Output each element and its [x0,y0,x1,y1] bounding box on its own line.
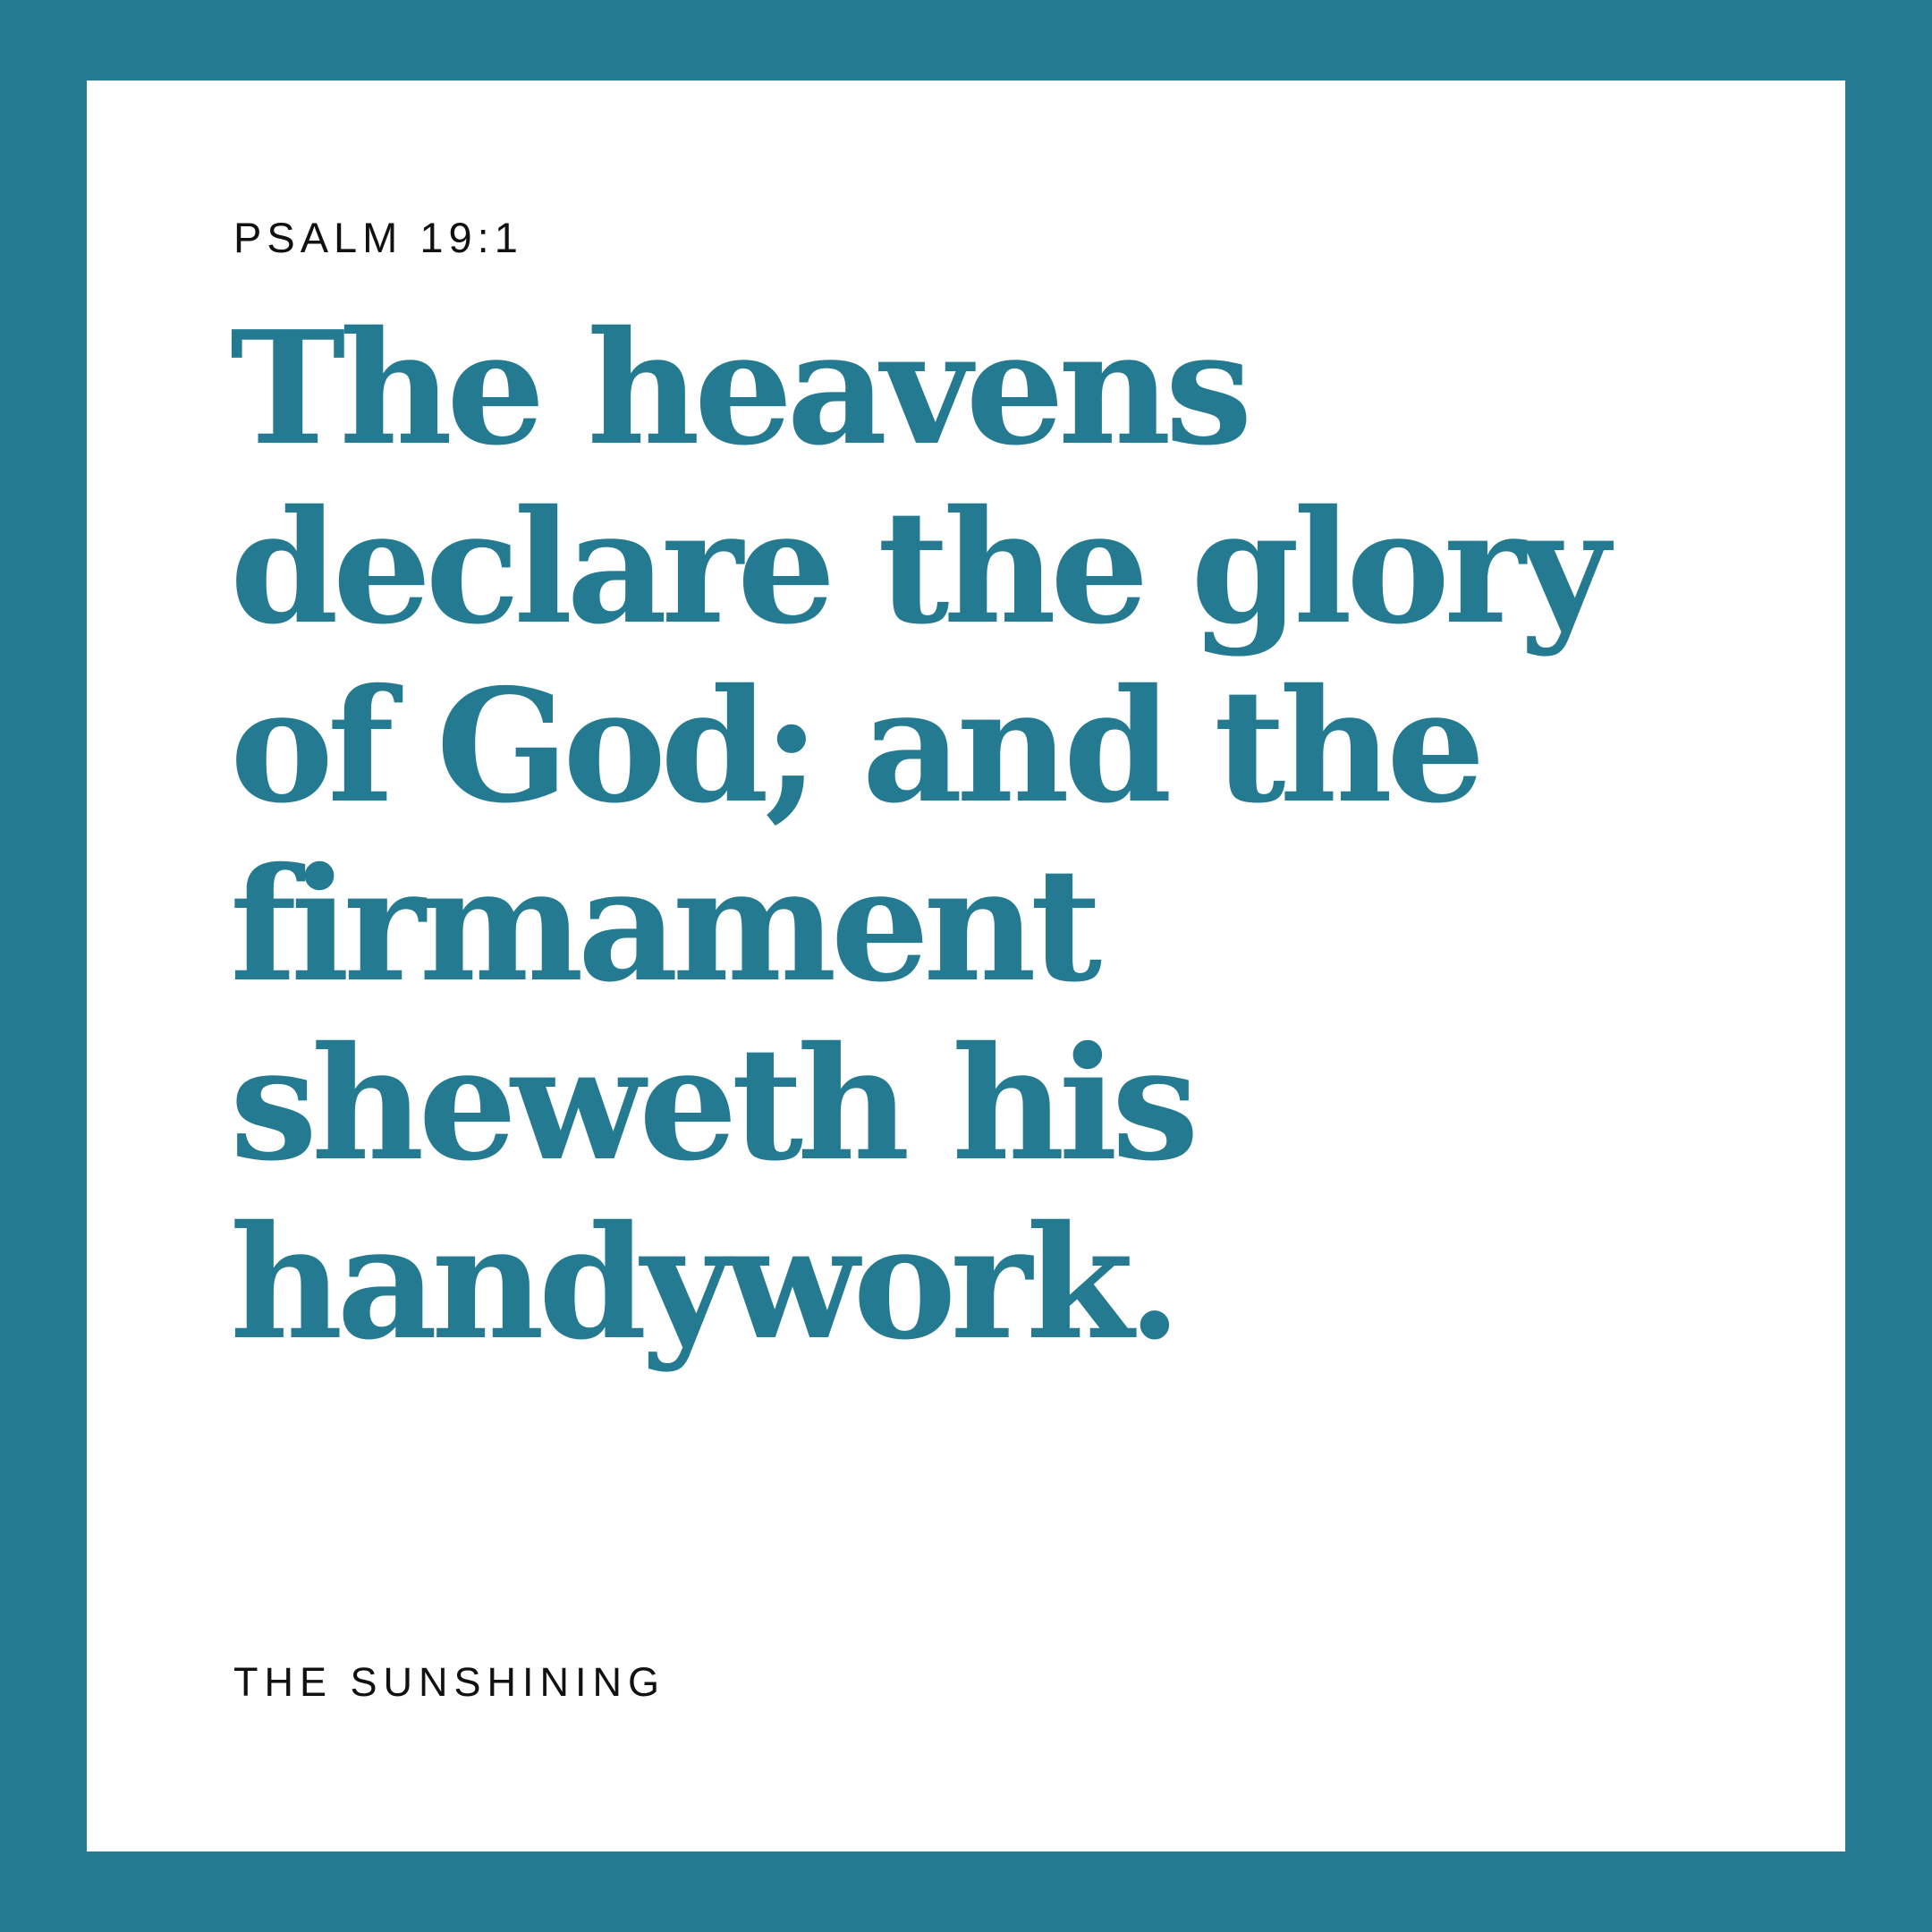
verse-text: The heavens declare the glory of God; and the firmament sheweth his handywork. [230,298,1604,1375]
brand-name: THE SUNSHINING [233,1659,666,1705]
quote-card [87,80,1845,1852]
verse-reference: PSALM 19:1 [233,214,523,261]
